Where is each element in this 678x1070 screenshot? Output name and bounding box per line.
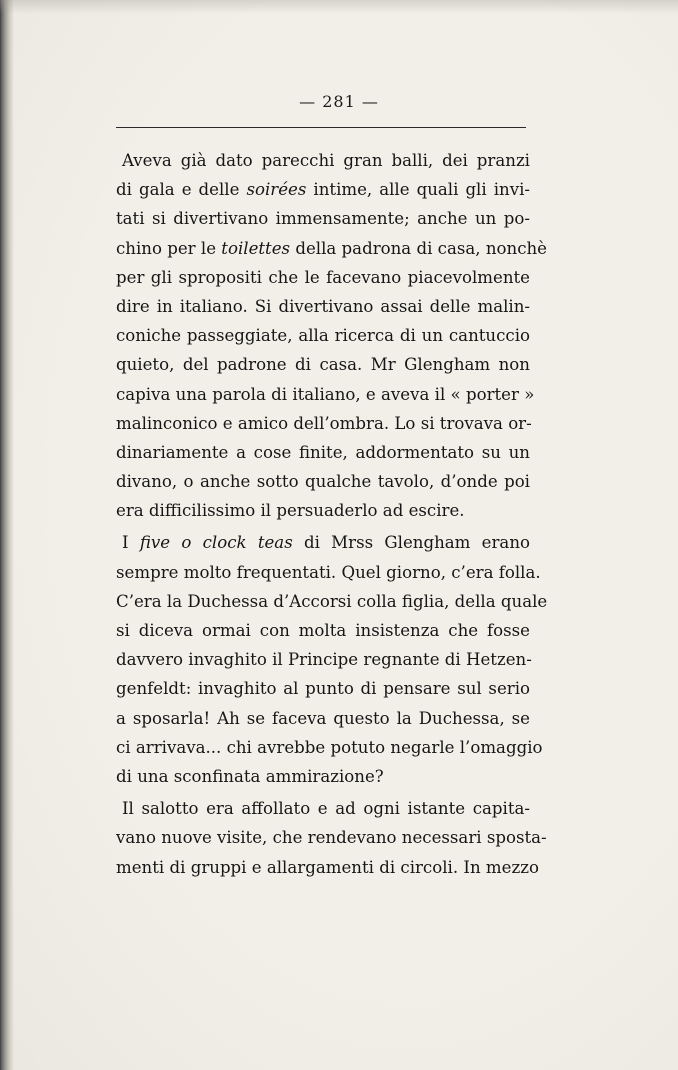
text-line: sempre molto frequentati. Quel giorno, c’era folla. (116, 562, 541, 582)
text-line: C’era la Duchessa d’Accorsi colla figlia, della quale (116, 591, 548, 611)
text-line: divano, o anche sotto qualche tavolo, d’onde poi (116, 472, 530, 492)
text-line: per gli spropositi che le facevano piacevolmente (116, 267, 530, 287)
text-line: Aveva già dato parecchi gran balli, dei pranzi (122, 151, 530, 170)
text-line: davvero invaghito il Principe regnante di Hetzen- (116, 650, 532, 670)
text-line: di gala e delle soirées intime, alle quali gli invi- (116, 180, 530, 200)
text-line: dinariamente a cose finite, addormentato su un (116, 442, 530, 462)
paragraph (116, 528, 548, 791)
text-line: vano nuove visite, che rendevano necessari sposta- (116, 828, 547, 848)
italic-phrase: soirées (246, 180, 307, 200)
text-line: di una sconfinata ammirazione? (116, 766, 384, 786)
text-line: dire in italiano. Si divertivano assai delle malin- (116, 296, 530, 316)
paragraph (116, 794, 547, 882)
text-line: Il salotto era affollato e ad ogni istante capita- (122, 799, 530, 819)
text-line: quieto, del padrone di casa. Mr Glengham non (116, 355, 530, 375)
text-line: era difficilissimo il persuaderlo ad escire. (116, 501, 465, 521)
text-line: I five o clock teas di Mrss Glengham erano (122, 533, 530, 553)
text-line: chino per le toilettes della padrona di casa, nonchè (116, 238, 547, 258)
text-line: a sposarla! Ah se faceva questo la Duchessa, se (116, 708, 530, 728)
page-number: — 281 — (299, 92, 379, 111)
text-line: capiva una parola di italiano, e aveva il « porter » (116, 384, 535, 404)
text-line: genfeldt: invaghito al punto di pensare sul serio (116, 679, 530, 699)
text-line: tati si divertivano immensamente; anche un po- (116, 209, 530, 229)
italic-phrase: five o clock teas (139, 533, 293, 553)
header-rule (116, 127, 526, 128)
italic-phrase: toilettes (221, 238, 291, 258)
text-line: malinconico e amico dell’ombra. Lo si trovava or- (116, 413, 532, 433)
text-line: ci arrivava... chi avrebbe potuto negarle l’omaggio (116, 737, 543, 757)
body-text (116, 146, 548, 882)
paragraph (116, 146, 547, 525)
text-line: si diceva ormai con molta insistenza che fosse (116, 621, 530, 640)
text-line: coniche passeggiate, alla ricerca di un cantuccio (116, 326, 530, 346)
text-line: menti di gruppi e allargamenti di circoli. In mezzo (116, 857, 539, 877)
